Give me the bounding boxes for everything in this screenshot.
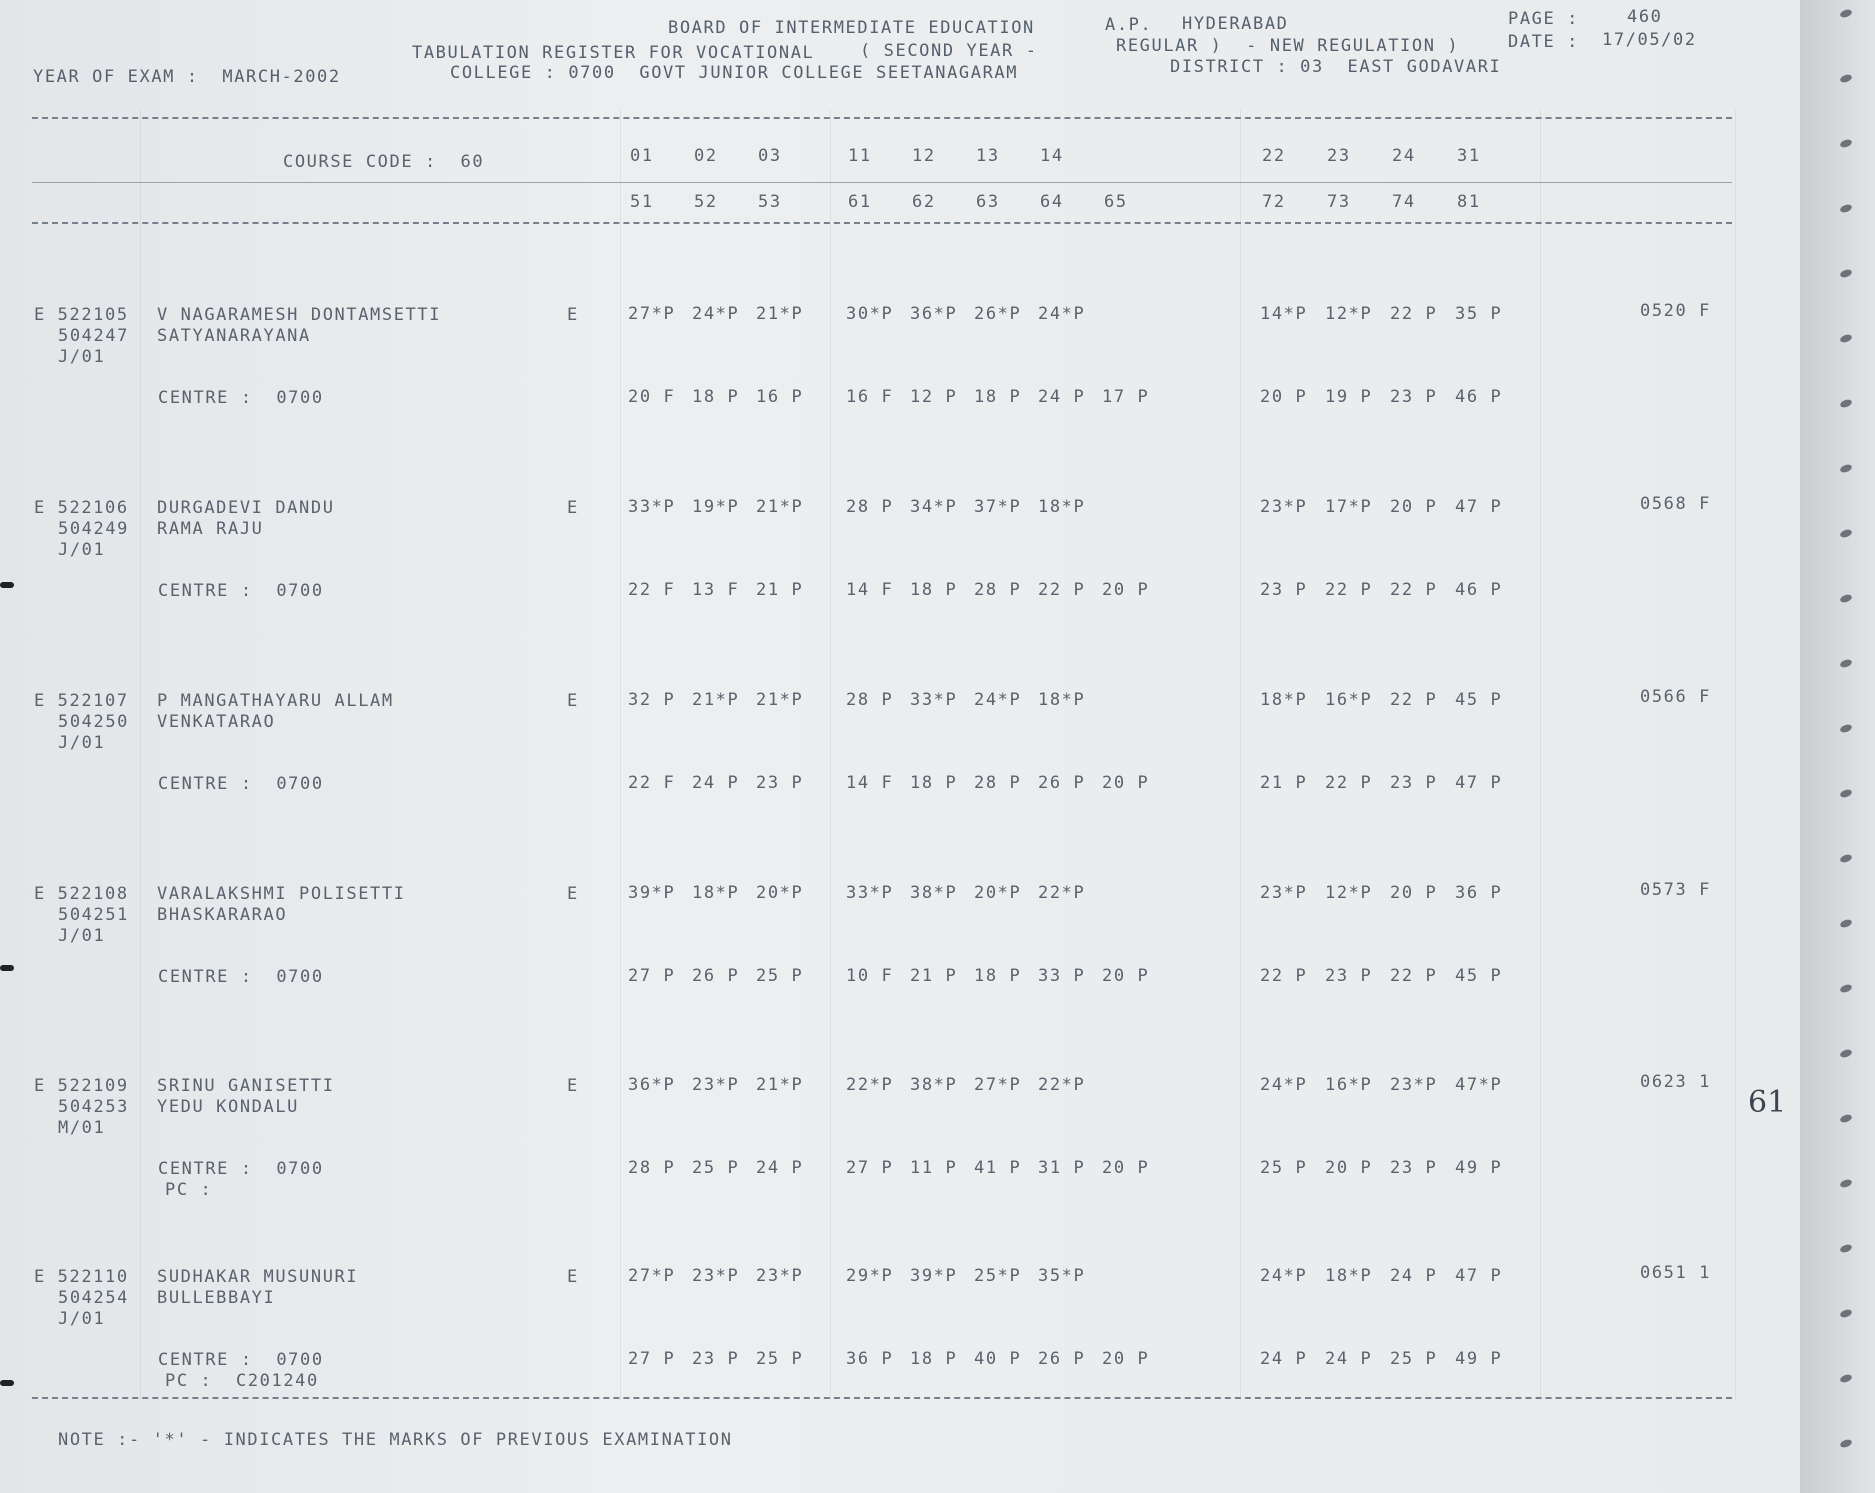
marks-cell: 23 P	[1325, 966, 1373, 986]
marks-cell: 18 P	[974, 387, 1022, 407]
marks-cell: 24 P	[1390, 1266, 1438, 1286]
marks-cell: 35 P	[1455, 304, 1503, 324]
medium-code: E	[567, 1076, 579, 1096]
marks-cell: 24 P	[1325, 1349, 1373, 1369]
marks-cell: 20*P	[974, 883, 1022, 903]
marks-cell: 33*P	[910, 690, 958, 710]
marks-cell: 25 P	[1390, 1349, 1438, 1369]
marks-cell: 21*P	[756, 497, 804, 517]
marks-cell: 20 P	[1102, 966, 1150, 986]
student-name: P MANGATHAYARU ALLAM	[157, 691, 394, 711]
group-code: J/01	[58, 733, 106, 753]
hall-ticket-number: E 522106	[34, 498, 129, 518]
student-name: V NAGARAMESH DONTAMSETTI	[157, 305, 442, 325]
medium-code: E	[567, 305, 579, 325]
marks-cell: 12*P	[1325, 883, 1373, 903]
marks-cell: 26 P	[1038, 1349, 1086, 1369]
registration-number: 504247	[58, 326, 130, 346]
marks-cell: 20 F	[628, 387, 676, 407]
marks-cell: 22 P	[1390, 304, 1438, 324]
marks-cell: 23*P	[1260, 497, 1308, 517]
header-rule	[32, 117, 1732, 119]
marks-cell: 28 P	[846, 497, 894, 517]
marks-cell: 18*P	[1038, 497, 1086, 517]
marks-cell: 24*P	[1260, 1075, 1308, 1095]
binder-mark	[0, 582, 14, 588]
hall-ticket-number: E 522105	[34, 305, 129, 325]
centre-code: CENTRE : 0700	[158, 967, 324, 987]
marks-cell: 22*P	[1038, 1075, 1086, 1095]
marks-cell: 27*P	[628, 304, 676, 324]
course-code: 02	[694, 146, 718, 166]
marks-cell: 11 P	[910, 1158, 958, 1178]
year-of-exam: YEAR OF EXAM : MARCH-2002	[33, 67, 341, 87]
total-result: 0623 1	[1640, 1072, 1712, 1092]
parent-name: YEDU KONDALU	[157, 1097, 300, 1117]
marks-cell: 23 P	[692, 1349, 740, 1369]
student-name: SRINU GANISETTI	[157, 1076, 335, 1096]
marks-cell: 16*P	[1325, 690, 1373, 710]
marks-cell: 22 P	[1390, 966, 1438, 986]
marks-cell: 25 P	[756, 966, 804, 986]
marks-cell: 22 F	[628, 773, 676, 793]
grid-line	[1735, 110, 1736, 1400]
marks-cell: 22 F	[628, 580, 676, 600]
course-code: 61	[848, 192, 872, 212]
hall-ticket-number: E 522108	[34, 884, 129, 904]
course-code: 13	[976, 146, 1000, 166]
marks-cell: 20 P	[1325, 1158, 1373, 1178]
registration-number: 504249	[58, 519, 130, 539]
marks-cell: 19 P	[1325, 387, 1373, 407]
centre-code: CENTRE : 0700	[158, 581, 324, 601]
marks-cell: 37*P	[974, 497, 1022, 517]
total-result: 0566 F	[1640, 687, 1712, 707]
marks-cell: 18 P	[692, 387, 740, 407]
parent-name: BULLEBBAYI	[157, 1288, 276, 1308]
grid-line	[620, 110, 621, 1400]
marks-cell: 16 P	[756, 387, 804, 407]
district-line: DISTRICT : 03 EAST GODAVARI	[1170, 57, 1502, 77]
marks-cell: 20 P	[1102, 1158, 1150, 1178]
student-name: DURGADEVI DANDU	[157, 498, 335, 518]
marks-cell: 22 P	[1260, 966, 1308, 986]
marks-cell: 10 F	[846, 966, 894, 986]
marks-cell: 36 P	[846, 1349, 894, 1369]
marks-cell: 27*P	[628, 1266, 676, 1286]
state-label: A.P.	[1105, 15, 1153, 35]
course-code: 01	[630, 146, 654, 166]
marks-cell: 24 P	[1260, 1349, 1308, 1369]
codes-separator	[32, 182, 1732, 183]
year-part: ( SECOND YEAR -	[860, 41, 1038, 61]
marks-cell: 18*P	[692, 883, 740, 903]
parent-name: RAMA RAJU	[157, 519, 264, 539]
marks-cell: 27*P	[974, 1075, 1022, 1095]
total-result: 0651 1	[1640, 1263, 1712, 1283]
centre-code: CENTRE : 0700	[158, 388, 324, 408]
marks-cell: 24 P	[756, 1158, 804, 1178]
marks-cell: 18 P	[910, 1349, 958, 1369]
marks-cell: 24*P	[1038, 304, 1086, 324]
course-code-label: COURSE CODE : 60	[283, 152, 485, 172]
parent-name: BHASKARARAO	[157, 905, 288, 925]
pc-code: PC : C201240	[165, 1371, 319, 1391]
registration-number: 504251	[58, 905, 130, 925]
marks-cell: 22 P	[1325, 580, 1373, 600]
course-code: 14	[1040, 146, 1064, 166]
student-name: SUDHAKAR MUSUNURI	[157, 1267, 359, 1287]
group-code: M/01	[58, 1118, 106, 1138]
course-code: 64	[1040, 192, 1064, 212]
marks-cell: 22*P	[1038, 883, 1086, 903]
date-value: 17/05/02	[1602, 30, 1697, 50]
marks-cell: 27 P	[846, 1158, 894, 1178]
marks-cell: 13 F	[692, 580, 740, 600]
marks-cell: 21 P	[756, 580, 804, 600]
marks-cell: 24*P	[974, 690, 1022, 710]
marks-cell: 22 P	[1038, 580, 1086, 600]
medium-code: E	[567, 1267, 579, 1287]
grid-line	[1240, 110, 1241, 1400]
marks-cell: 32 P	[628, 690, 676, 710]
parent-name: SATYANARAYANA	[157, 326, 311, 346]
group-code: J/01	[58, 1309, 106, 1329]
total-result: 0520 F	[1640, 301, 1712, 321]
marks-cell: 23 P	[1260, 580, 1308, 600]
centre-code: CENTRE : 0700	[158, 774, 324, 794]
marks-cell: 17 P	[1102, 387, 1150, 407]
marks-cell: 23*P	[692, 1075, 740, 1095]
grid-line	[1540, 110, 1541, 1400]
marks-cell: 33*P	[846, 883, 894, 903]
marks-cell: 12 P	[910, 387, 958, 407]
course-code: 74	[1392, 192, 1416, 212]
marks-cell: 23 P	[756, 773, 804, 793]
college-line: COLLEGE : 0700 GOVT JUNIOR COLLEGE SEETANAGARAM	[450, 63, 1019, 83]
marks-cell: 36*P	[628, 1075, 676, 1095]
marks-cell: 21*P	[692, 690, 740, 710]
course-code: 63	[976, 192, 1000, 212]
page-label: PAGE :	[1508, 9, 1580, 29]
marks-cell: 16*P	[1325, 1075, 1373, 1095]
marks-cell: 36 P	[1455, 883, 1503, 903]
register-title: TABULATION REGISTER FOR VOCATIONAL	[412, 43, 815, 63]
regulation: REGULAR ) - NEW REGULATION )	[1116, 36, 1460, 56]
marks-cell: 23*P	[756, 1266, 804, 1286]
parent-name: VENKATARAO	[157, 712, 276, 732]
marks-cell: 18*P	[1038, 690, 1086, 710]
marks-cell: 46 P	[1455, 387, 1503, 407]
marks-cell: 22*P	[846, 1075, 894, 1095]
total-result: 0573 F	[1640, 880, 1712, 900]
marks-cell: 22 P	[1390, 580, 1438, 600]
marks-cell: 21*P	[756, 690, 804, 710]
marks-cell: 26 P	[1038, 773, 1086, 793]
medium-code: E	[567, 691, 579, 711]
marks-cell: 23*P	[1260, 883, 1308, 903]
group-code: J/01	[58, 926, 106, 946]
marks-cell: 20 P	[1102, 580, 1150, 600]
student-name: VARALAKSHMI POLISETTI	[157, 884, 406, 904]
marks-cell: 19*P	[692, 497, 740, 517]
marks-cell: 20 P	[1390, 883, 1438, 903]
marks-cell: 26 P	[692, 966, 740, 986]
marks-cell: 17*P	[1325, 497, 1373, 517]
course-code: 12	[912, 146, 936, 166]
course-code: 51	[630, 192, 654, 212]
marks-cell: 24 P	[1038, 387, 1086, 407]
course-code: 65	[1104, 192, 1128, 212]
marks-cell: 16 F	[846, 387, 894, 407]
marks-cell: 47 P	[1455, 497, 1503, 517]
course-code: 11	[848, 146, 872, 166]
marks-cell: 18*P	[1325, 1266, 1373, 1286]
marks-cell: 47*P	[1455, 1075, 1503, 1095]
marks-cell: 45 P	[1455, 690, 1503, 710]
course-code: 72	[1262, 192, 1286, 212]
marks-cell: 25 P	[692, 1158, 740, 1178]
marks-cell: 35*P	[1038, 1266, 1086, 1286]
marks-cell: 20*P	[756, 883, 804, 903]
marks-cell: 39*P	[910, 1266, 958, 1286]
course-code: 24	[1392, 146, 1416, 166]
marks-cell: 47 P	[1455, 773, 1503, 793]
marks-cell: 30*P	[846, 304, 894, 324]
marks-cell: 26*P	[974, 304, 1022, 324]
marks-cell: 14 F	[846, 773, 894, 793]
course-code: 81	[1457, 192, 1481, 212]
marks-cell: 23 P	[1390, 1158, 1438, 1178]
marks-cell: 20 P	[1260, 387, 1308, 407]
marks-cell: 38*P	[910, 1075, 958, 1095]
marks-cell: 39*P	[628, 883, 676, 903]
marks-cell: 14*P	[1260, 304, 1308, 324]
marks-cell: 33*P	[628, 497, 676, 517]
marks-cell: 20 P	[1102, 1349, 1150, 1369]
marks-cell: 24*P	[692, 304, 740, 324]
marks-cell: 28 P	[974, 580, 1022, 600]
city-label: HYDERABAD	[1182, 14, 1289, 34]
group-code: J/01	[58, 347, 106, 367]
medium-code: E	[567, 498, 579, 518]
handwritten-note: 61	[1748, 1085, 1787, 1120]
total-result: 0568 F	[1640, 494, 1712, 514]
marks-cell: 28 P	[974, 773, 1022, 793]
grid-line	[830, 110, 831, 1400]
marks-cell: 45 P	[1455, 966, 1503, 986]
marks-cell: 49 P	[1455, 1158, 1503, 1178]
marks-cell: 36*P	[910, 304, 958, 324]
marks-cell: 22 P	[1325, 773, 1373, 793]
course-code: 31	[1457, 146, 1481, 166]
marks-cell: 33 P	[1038, 966, 1086, 986]
marks-cell: 47 P	[1455, 1266, 1503, 1286]
course-code: 23	[1327, 146, 1351, 166]
marks-cell: 25 P	[1260, 1158, 1308, 1178]
marks-cell: 40 P	[974, 1349, 1022, 1369]
course-code: 53	[758, 192, 782, 212]
marks-cell: 25*P	[974, 1266, 1022, 1286]
marks-cell: 14 F	[846, 580, 894, 600]
hall-ticket-number: E 522109	[34, 1076, 129, 1096]
hall-ticket-number: E 522110	[34, 1267, 129, 1287]
pc-code: PC :	[165, 1180, 213, 1200]
medium-code: E	[567, 884, 579, 904]
marks-cell: 18*P	[1260, 690, 1308, 710]
footer-rule	[32, 1397, 1732, 1399]
marks-cell: 49 P	[1455, 1349, 1503, 1369]
centre-code: CENTRE : 0700	[158, 1159, 324, 1179]
marks-cell: 24*P	[1260, 1266, 1308, 1286]
marks-cell: 22 P	[1390, 690, 1438, 710]
marks-cell: 12*P	[1325, 304, 1373, 324]
binder-mark	[0, 1380, 14, 1386]
course-code: 62	[912, 192, 936, 212]
marks-cell: 28 P	[846, 690, 894, 710]
marks-cell: 23 P	[1390, 773, 1438, 793]
marks-cell: 21 P	[910, 966, 958, 986]
registration-number: 504250	[58, 712, 130, 732]
group-code: J/01	[58, 540, 106, 560]
marks-cell: 34*P	[910, 497, 958, 517]
marks-cell: 20 P	[1390, 497, 1438, 517]
marks-cell: 24 P	[692, 773, 740, 793]
marks-cell: 38*P	[910, 883, 958, 903]
date-label: DATE :	[1508, 32, 1580, 52]
course-code: 52	[694, 192, 718, 212]
marks-cell: 18 P	[910, 773, 958, 793]
marks-cell: 25 P	[756, 1349, 804, 1369]
marks-cell: 27 P	[628, 966, 676, 986]
grid-line	[140, 110, 141, 1400]
footer-note: NOTE :- '*' - INDICATES THE MARKS OF PREVIOUS EXAMINATION	[58, 1430, 733, 1450]
sheet-edge	[1800, 0, 1875, 1493]
marks-cell: 41 P	[974, 1158, 1022, 1178]
centre-code: CENTRE : 0700	[158, 1350, 324, 1370]
hall-ticket-number: E 522107	[34, 691, 129, 711]
page-number: 460	[1627, 7, 1663, 27]
course-code: 22	[1262, 146, 1286, 166]
course-code: 03	[758, 146, 782, 166]
marks-cell: 31 P	[1038, 1158, 1086, 1178]
marks-cell: 18 P	[974, 966, 1022, 986]
marks-cell: 23*P	[1390, 1075, 1438, 1095]
marks-cell: 18 P	[910, 580, 958, 600]
binder-mark	[0, 965, 14, 971]
marks-cell: 20 P	[1102, 773, 1150, 793]
marks-cell: 21*P	[756, 1075, 804, 1095]
marks-cell: 27 P	[628, 1349, 676, 1369]
marks-cell: 23*P	[692, 1266, 740, 1286]
marks-cell: 21*P	[756, 304, 804, 324]
board-title: BOARD OF INTERMEDIATE EDUCATION	[668, 18, 1035, 38]
marks-cell: 28 P	[628, 1158, 676, 1178]
course-code: 73	[1327, 192, 1351, 212]
codes-rule	[32, 222, 1732, 224]
marks-cell: 46 P	[1455, 580, 1503, 600]
marks-cell: 29*P	[846, 1266, 894, 1286]
registration-number: 504254	[58, 1288, 130, 1308]
marks-cell: 23 P	[1390, 387, 1438, 407]
registration-number: 504253	[58, 1097, 130, 1117]
marks-cell: 21 P	[1260, 773, 1308, 793]
